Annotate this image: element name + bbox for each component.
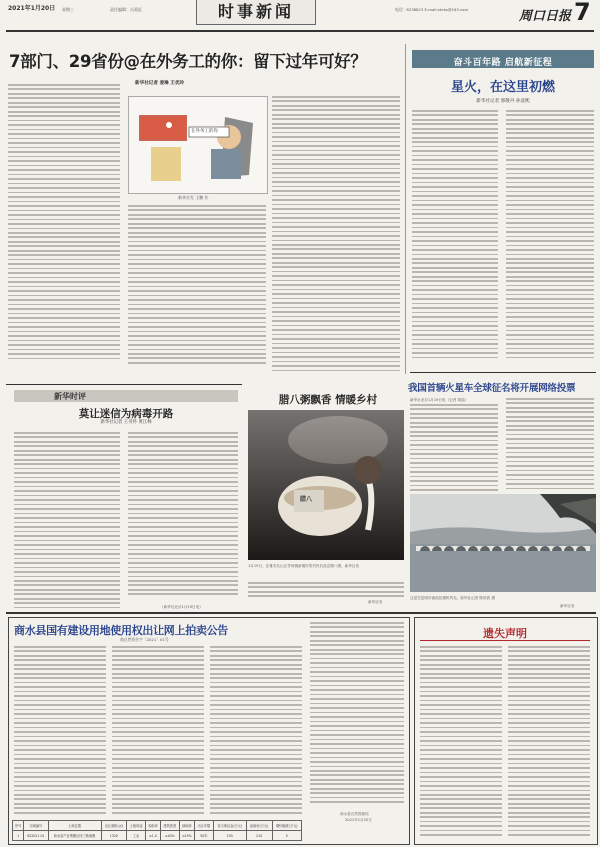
- bridge-photo: [410, 494, 596, 592]
- section-banner-text: 时事新闻: [217, 2, 294, 21]
- series-title: 奋斗百年路 启航新征程: [453, 58, 553, 68]
- laba-photo-caption: 1月19日，在雅安名山区茅河镇新楼村的村民们品尝腊八粥。新华社发: [248, 564, 360, 568]
- land-table-header: 起始价(万元): [246, 821, 272, 831]
- xinghuo-byline: 新华社记者 郭敬丹 孙彦熙: [476, 99, 530, 104]
- announcement-top-rule: [6, 612, 596, 614]
- land-table-cell: 105: [213, 831, 246, 841]
- land-table-header: 土地位置: [48, 821, 101, 831]
- land-table-cell: ≥1.0: [145, 831, 160, 841]
- commentary-body-col2: [128, 432, 238, 598]
- page-number: 7: [574, 0, 591, 26]
- column-divider: [405, 44, 406, 374]
- lead-body-col2: [128, 205, 266, 366]
- lost-notices-title-bar: [430, 622, 580, 638]
- mars-dateline: 新华社北京1月19日电（记者 胡喆）: [410, 398, 469, 402]
- land-table-header: 出让年限: [194, 821, 213, 831]
- lost-notices-title: 遗失声明: [483, 627, 527, 640]
- bridge-photo-image: [410, 494, 596, 592]
- announcement-body-col4: [310, 622, 404, 806]
- lead-body-col1: [8, 84, 120, 362]
- laba-headline: 腊八粥飘香 情暖乡村: [278, 394, 378, 406]
- land-table-header: 绿地率: [179, 821, 194, 831]
- land-table: [12, 820, 302, 841]
- land-table-cell: ≥40%: [160, 831, 179, 841]
- land-table-header: 容积率: [145, 821, 160, 831]
- land-table-header: 宗地编号: [24, 821, 48, 831]
- mars-body-col2: [506, 398, 594, 492]
- page-header: [0, 0, 600, 34]
- land-table-cell: 5: [272, 831, 301, 841]
- land-table-header-row: [13, 821, 302, 831]
- commentary-body-col1: [14, 432, 120, 611]
- lost-notices-rule: [420, 640, 590, 641]
- lost-notices-col1: [420, 646, 502, 839]
- land-table-header: 序号: [13, 821, 24, 831]
- paper-name: 周口日报: [519, 9, 572, 24]
- land-table-header: 土地用途: [127, 821, 146, 831]
- header-editor: 责任编辑：冯爱征: [110, 7, 142, 12]
- laba-photo: [248, 410, 404, 560]
- laba-caption-lines: [248, 582, 404, 600]
- series-banner: [412, 50, 594, 68]
- announcement-body-col2: [112, 646, 204, 816]
- land-table-cell: 1320: [101, 831, 127, 841]
- lead-headline: 7部门、29省份@在外务工的你：留下过年可好？: [9, 52, 367, 71]
- land-table-cell: 50年: [194, 831, 213, 841]
- header-date: 2021年1月20日: [8, 5, 56, 12]
- header-contact: 电话：6238823 E-mail:zkrbs@163.com: [395, 7, 469, 12]
- land-table-header: 增价幅度(万元): [272, 821, 301, 831]
- xinghuo-title: 星火，在这里初燃: [450, 80, 555, 95]
- announcement-date: 2021年1月20日: [345, 818, 372, 822]
- section-banner: [196, 0, 316, 25]
- commentary-headline: 莫让迷信为病毒开路: [78, 408, 174, 420]
- commentary-label-bar: [14, 390, 238, 402]
- cartoon-illustration: [129, 97, 267, 193]
- cartoon-sign-text: 在外务工的你: [191, 129, 218, 134]
- land-table-cell: 1: [13, 831, 24, 841]
- land-table-cell: ≤15%: [179, 831, 194, 841]
- commentary-top-rule: [6, 384, 242, 385]
- cartoon-caption: 新华社发 王鹏 作: [178, 195, 209, 200]
- land-table-header: 竞买保证金(万元): [213, 821, 246, 831]
- mars-top-rule: [410, 372, 596, 373]
- land-table-header: 出让面积(㎡): [101, 821, 127, 831]
- laba-photo-text: 腊八: [300, 496, 313, 503]
- table-row: [13, 831, 302, 841]
- land-table-header: 建筑密度: [160, 821, 179, 831]
- laba-footer: 新华社发: [368, 600, 383, 604]
- bridge-caption: 这是在昆明市滇池拍摄的风光。新华社记者 陈欣波 摄: [410, 596, 495, 600]
- mars-headline: 我国首辆火星车全球征名将开展网络投票: [408, 383, 576, 394]
- mars-body-col1: [410, 404, 498, 494]
- commentary-footer: （新华社北京1月19日电）: [160, 605, 203, 609]
- laba-photo-image: [248, 410, 404, 560]
- announcement-notice-no: 商自然资告字〔2021〕01号: [120, 637, 169, 642]
- land-table-cell: 工业: [127, 831, 146, 841]
- header-rule: [6, 30, 594, 32]
- xinghuo-body-col2: [506, 110, 594, 361]
- announcement-body-col1: [14, 646, 106, 816]
- xinghuo-body-col1: [412, 110, 498, 361]
- land-table-cell: SS2021-01: [24, 831, 48, 841]
- announcement-agency: 商水县自然资源局: [340, 812, 369, 816]
- commentary-label: 新华时评: [54, 391, 86, 401]
- land-table-cell: 商水县产业集聚区纬三路南侧: [48, 831, 101, 841]
- bridge-credit: 新华社发: [560, 604, 575, 608]
- commentary-byline: 新华社记者 王舟怀 黄江林: [100, 420, 152, 425]
- lead-byline: 新华社记者 姜琳 王优玲: [135, 81, 185, 86]
- lost-notices-col2: [508, 646, 590, 839]
- announcement-title: 商水县国有建设用地使用权出让网上拍卖公告: [14, 624, 228, 637]
- header-weekday: 星期三: [62, 7, 74, 12]
- announcement-body-col3: [210, 646, 302, 816]
- lead-body-col3: [272, 96, 400, 374]
- cartoon-box: [128, 96, 268, 194]
- land-table-cell: 210: [246, 831, 272, 841]
